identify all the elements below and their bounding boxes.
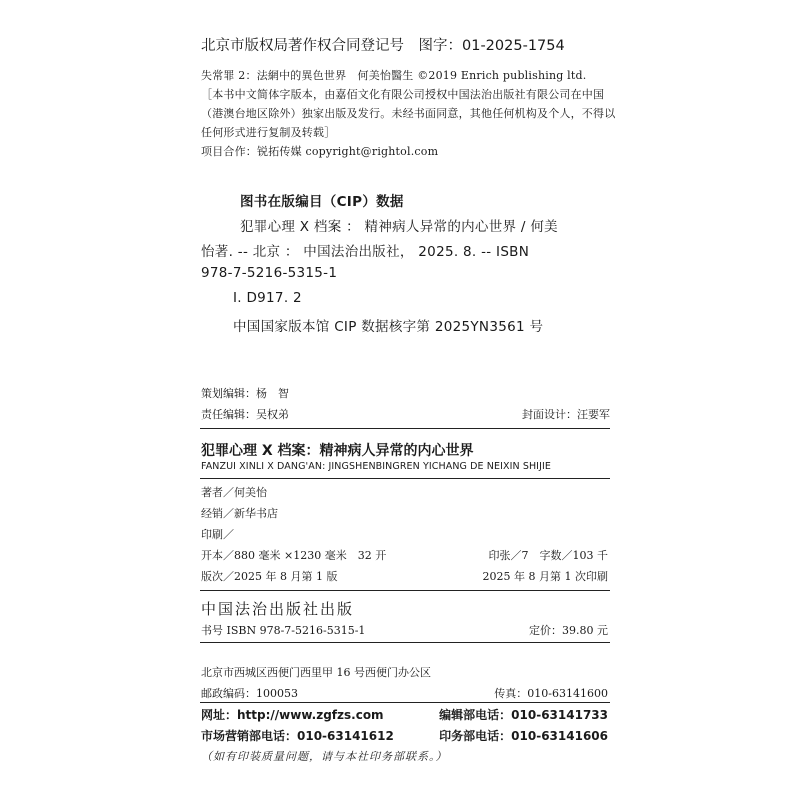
printer-line: 印刷／ — [201, 528, 234, 541]
planning-editor: 策划编辑：杨 智 — [201, 387, 289, 400]
cip-line-4: Ⅰ. D917. 2 — [233, 290, 302, 306]
project-cooperation: 项目合作：锐拓传媒 copyright@rightol.com — [201, 145, 439, 158]
cover-designer: 封面设计：汪要军 — [522, 408, 610, 421]
sheets-words-line: 印张／7 字数／103 千 — [488, 549, 608, 562]
quality-note: （如有印装质量问题，请与本社印务部联系。） — [201, 750, 448, 763]
cip-line-3: 978-7-5216-5315-1 — [201, 265, 338, 281]
distributor-line: 经销／新华书店 — [201, 507, 278, 520]
original-edition-line: 失常罪 2：法網中的異色世界 何美怡醫生 ©2019 Enrich publishing ltd. — [201, 69, 587, 82]
edition-line: 版次／2025 年 8 月第 1 版 — [201, 570, 338, 583]
book-title-pinyin: FANZUI XINLI X DANG'AN: JINGSHENBINGREN YICHANG DE NEIXIN SHIJIE — [201, 461, 551, 472]
format-line: 开本／880 毫米 ×1230 毫米 32 开 — [201, 549, 387, 562]
isbn-line: 书号 ISBN 978-7-5216-5315-1 — [201, 624, 366, 637]
author-line: 著者／何美怡 — [201, 486, 267, 499]
cip-heading: 图书在版编目（CIP）数据 — [240, 194, 404, 210]
divider-rule-1 — [200, 428, 610, 429]
divider-rule-4 — [200, 642, 610, 643]
license-statement-line-1: ［本书中文简体字版本，由嘉佰文化有限公司授权中国法治出版社有限公司在中国 — [201, 88, 605, 101]
price-line: 定价：39.80 元 — [529, 624, 608, 637]
cip-line-1: 犯罪心理 X 档案 ： 精神病人异常的内心世界 / 何美 — [240, 219, 558, 235]
publisher-address: 北京市西城区西便门西里甲 16 号西便门办公区 — [201, 666, 431, 679]
marketing-phone-line: 市场营销部电话：010-63141612 — [201, 729, 394, 743]
printing-line: 2025 年 8 月第 1 次印刷 — [482, 570, 608, 583]
divider-rule-2 — [200, 478, 610, 479]
publisher-name: 中国法治出版社出版 — [201, 600, 355, 618]
editorial-phone-line: 编辑部电话：010-63141733 — [439, 708, 608, 722]
copyright-registration: 北京市版权局著作权合同登记号 图字：01-2025-1754 — [201, 38, 565, 54]
book-title: 犯罪心理 X 档案：精神病人异常的内心世界 — [201, 443, 474, 459]
postcode-line: 邮政编码：100053 — [201, 687, 298, 700]
cip-line-2: 怡著. -- 北京 ： 中国法治出版社， 2025. 8. -- ISBN — [201, 244, 530, 260]
license-statement-line-2: （港澳台地区除外）独家出版及发行。未经书面同意，其他任何机构及个人，不得以 — [201, 107, 616, 120]
website-line: 网址：http://www.zgfzs.com — [201, 708, 384, 722]
responsible-editor: 责任编辑：吴权弟 — [201, 408, 289, 421]
fax-line: 传真：010-63141600 — [494, 687, 608, 700]
printing-phone-line: 印务部电话：010-63141606 — [439, 729, 608, 743]
license-statement-line-3: 任何形式进行复制及转载］ — [201, 126, 336, 139]
cip-line-5: 中国国家版本馆 CIP 数据核字第 2025YN3561 号 — [233, 319, 544, 335]
divider-rule-3 — [200, 590, 610, 591]
divider-rule-5 — [200, 702, 610, 703]
